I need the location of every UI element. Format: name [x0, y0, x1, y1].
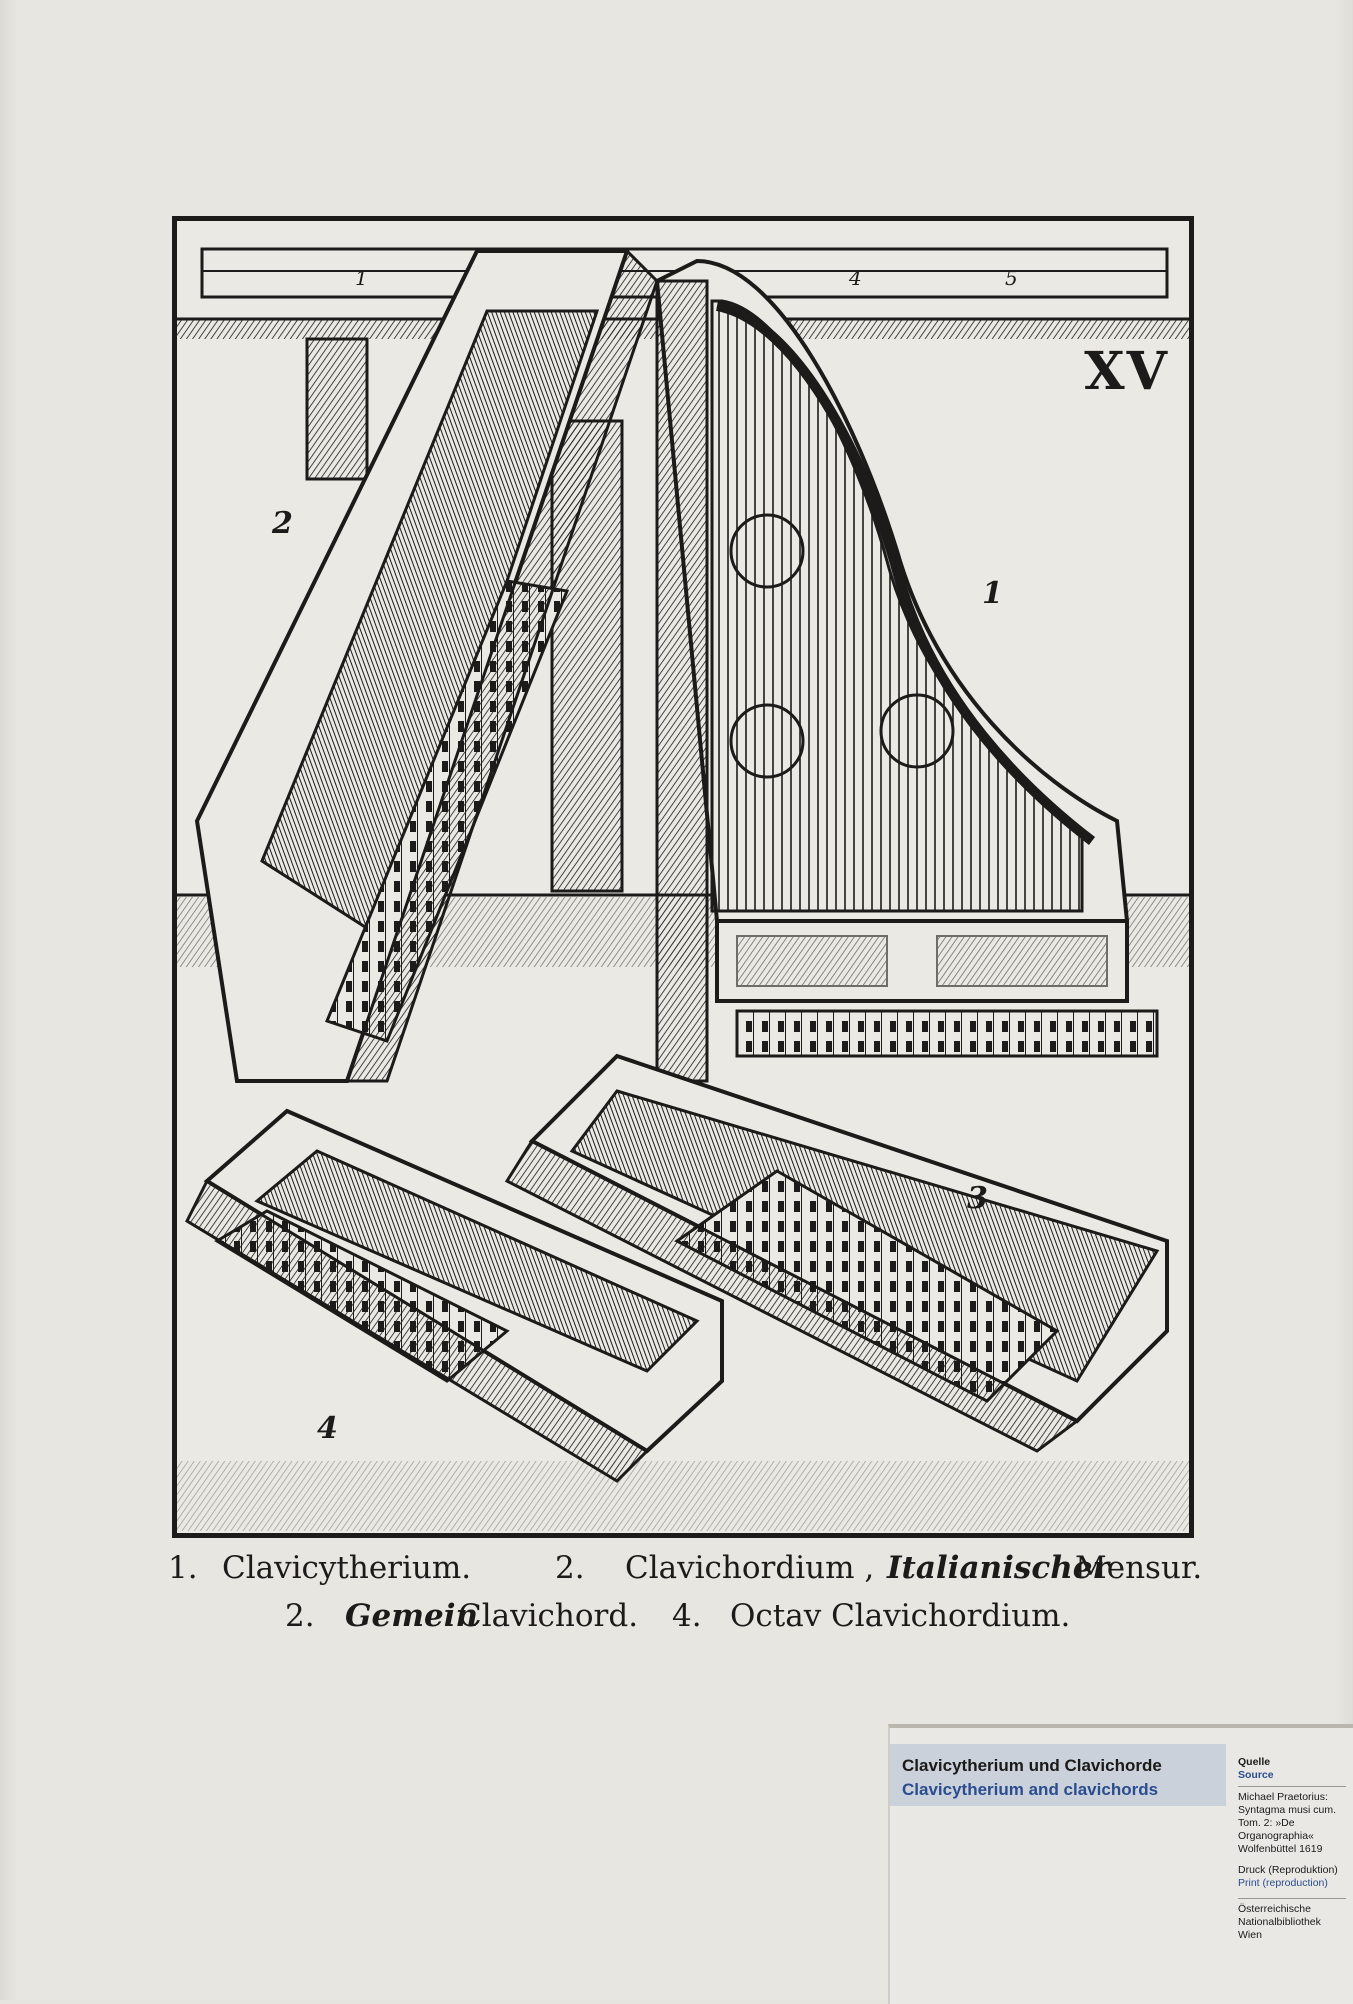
caption-3-number: 2. [285, 1598, 315, 1634]
source-citation: Michael Praetorius: Syntagma musi cum. Tom. 2: »De Organographia« Wolfenbüttel 1619 [1238, 1791, 1337, 1855]
figure-number-2: 2 [272, 506, 293, 541]
caption-3-text: Clavichord. [458, 1598, 639, 1634]
medium-english: Print (reproduction) [1238, 1877, 1328, 1889]
museum-label [888, 1724, 1353, 2004]
caption-2-tail: Mensur. [1075, 1550, 1203, 1586]
holding-institution: Österreichische Nationalbibliothek Wien [1238, 1903, 1321, 1941]
ruler-mark-5: 5 [1005, 266, 1018, 290]
medium-german: Druck (Reproduktion) [1238, 1864, 1338, 1876]
label-title-german: Clavicytherium und Clavichorde [902, 1756, 1162, 1775]
caption-4-number: 4. [672, 1598, 702, 1634]
figure-number-4: 4 [317, 1411, 338, 1446]
ruler-mark-1: 1 [355, 266, 368, 290]
caption-2-text: Clavichordium , [625, 1550, 875, 1586]
holder-divider [1238, 1898, 1346, 1899]
caption-1-text: Clavicytherium. [222, 1550, 472, 1586]
caption-3-gothic: Gemein [345, 1598, 479, 1634]
caption-1-number: 1. [168, 1550, 198, 1586]
figure-number-3: 3 [967, 1181, 988, 1216]
ruler-mark-4: 4 [849, 266, 862, 290]
figure-number-1: 1 [982, 576, 1003, 611]
label-title-english: Clavicytherium and clavichords [902, 1780, 1159, 1799]
woodcut-plate [172, 216, 1194, 1538]
caption-2-number: 2. [555, 1550, 585, 1586]
source-divider [1238, 1786, 1346, 1787]
label-source-column [1238, 1756, 1346, 1942]
caption-4-text: Octav Clavichordium. [730, 1598, 1071, 1634]
caption-2-gothic: Italianischer [887, 1550, 1109, 1586]
plate-number: XV [1084, 341, 1169, 402]
source-heading-english: Source [1238, 1769, 1274, 1781]
caption-row-1 [160, 1550, 1220, 1598]
caption-row-2 [160, 1598, 1220, 1646]
plate-captions [160, 1550, 1220, 1646]
clavicytherium [657, 261, 1157, 1081]
source-heading-german: Quelle [1238, 1756, 1271, 1768]
woodcut-illustration [177, 221, 1189, 1533]
